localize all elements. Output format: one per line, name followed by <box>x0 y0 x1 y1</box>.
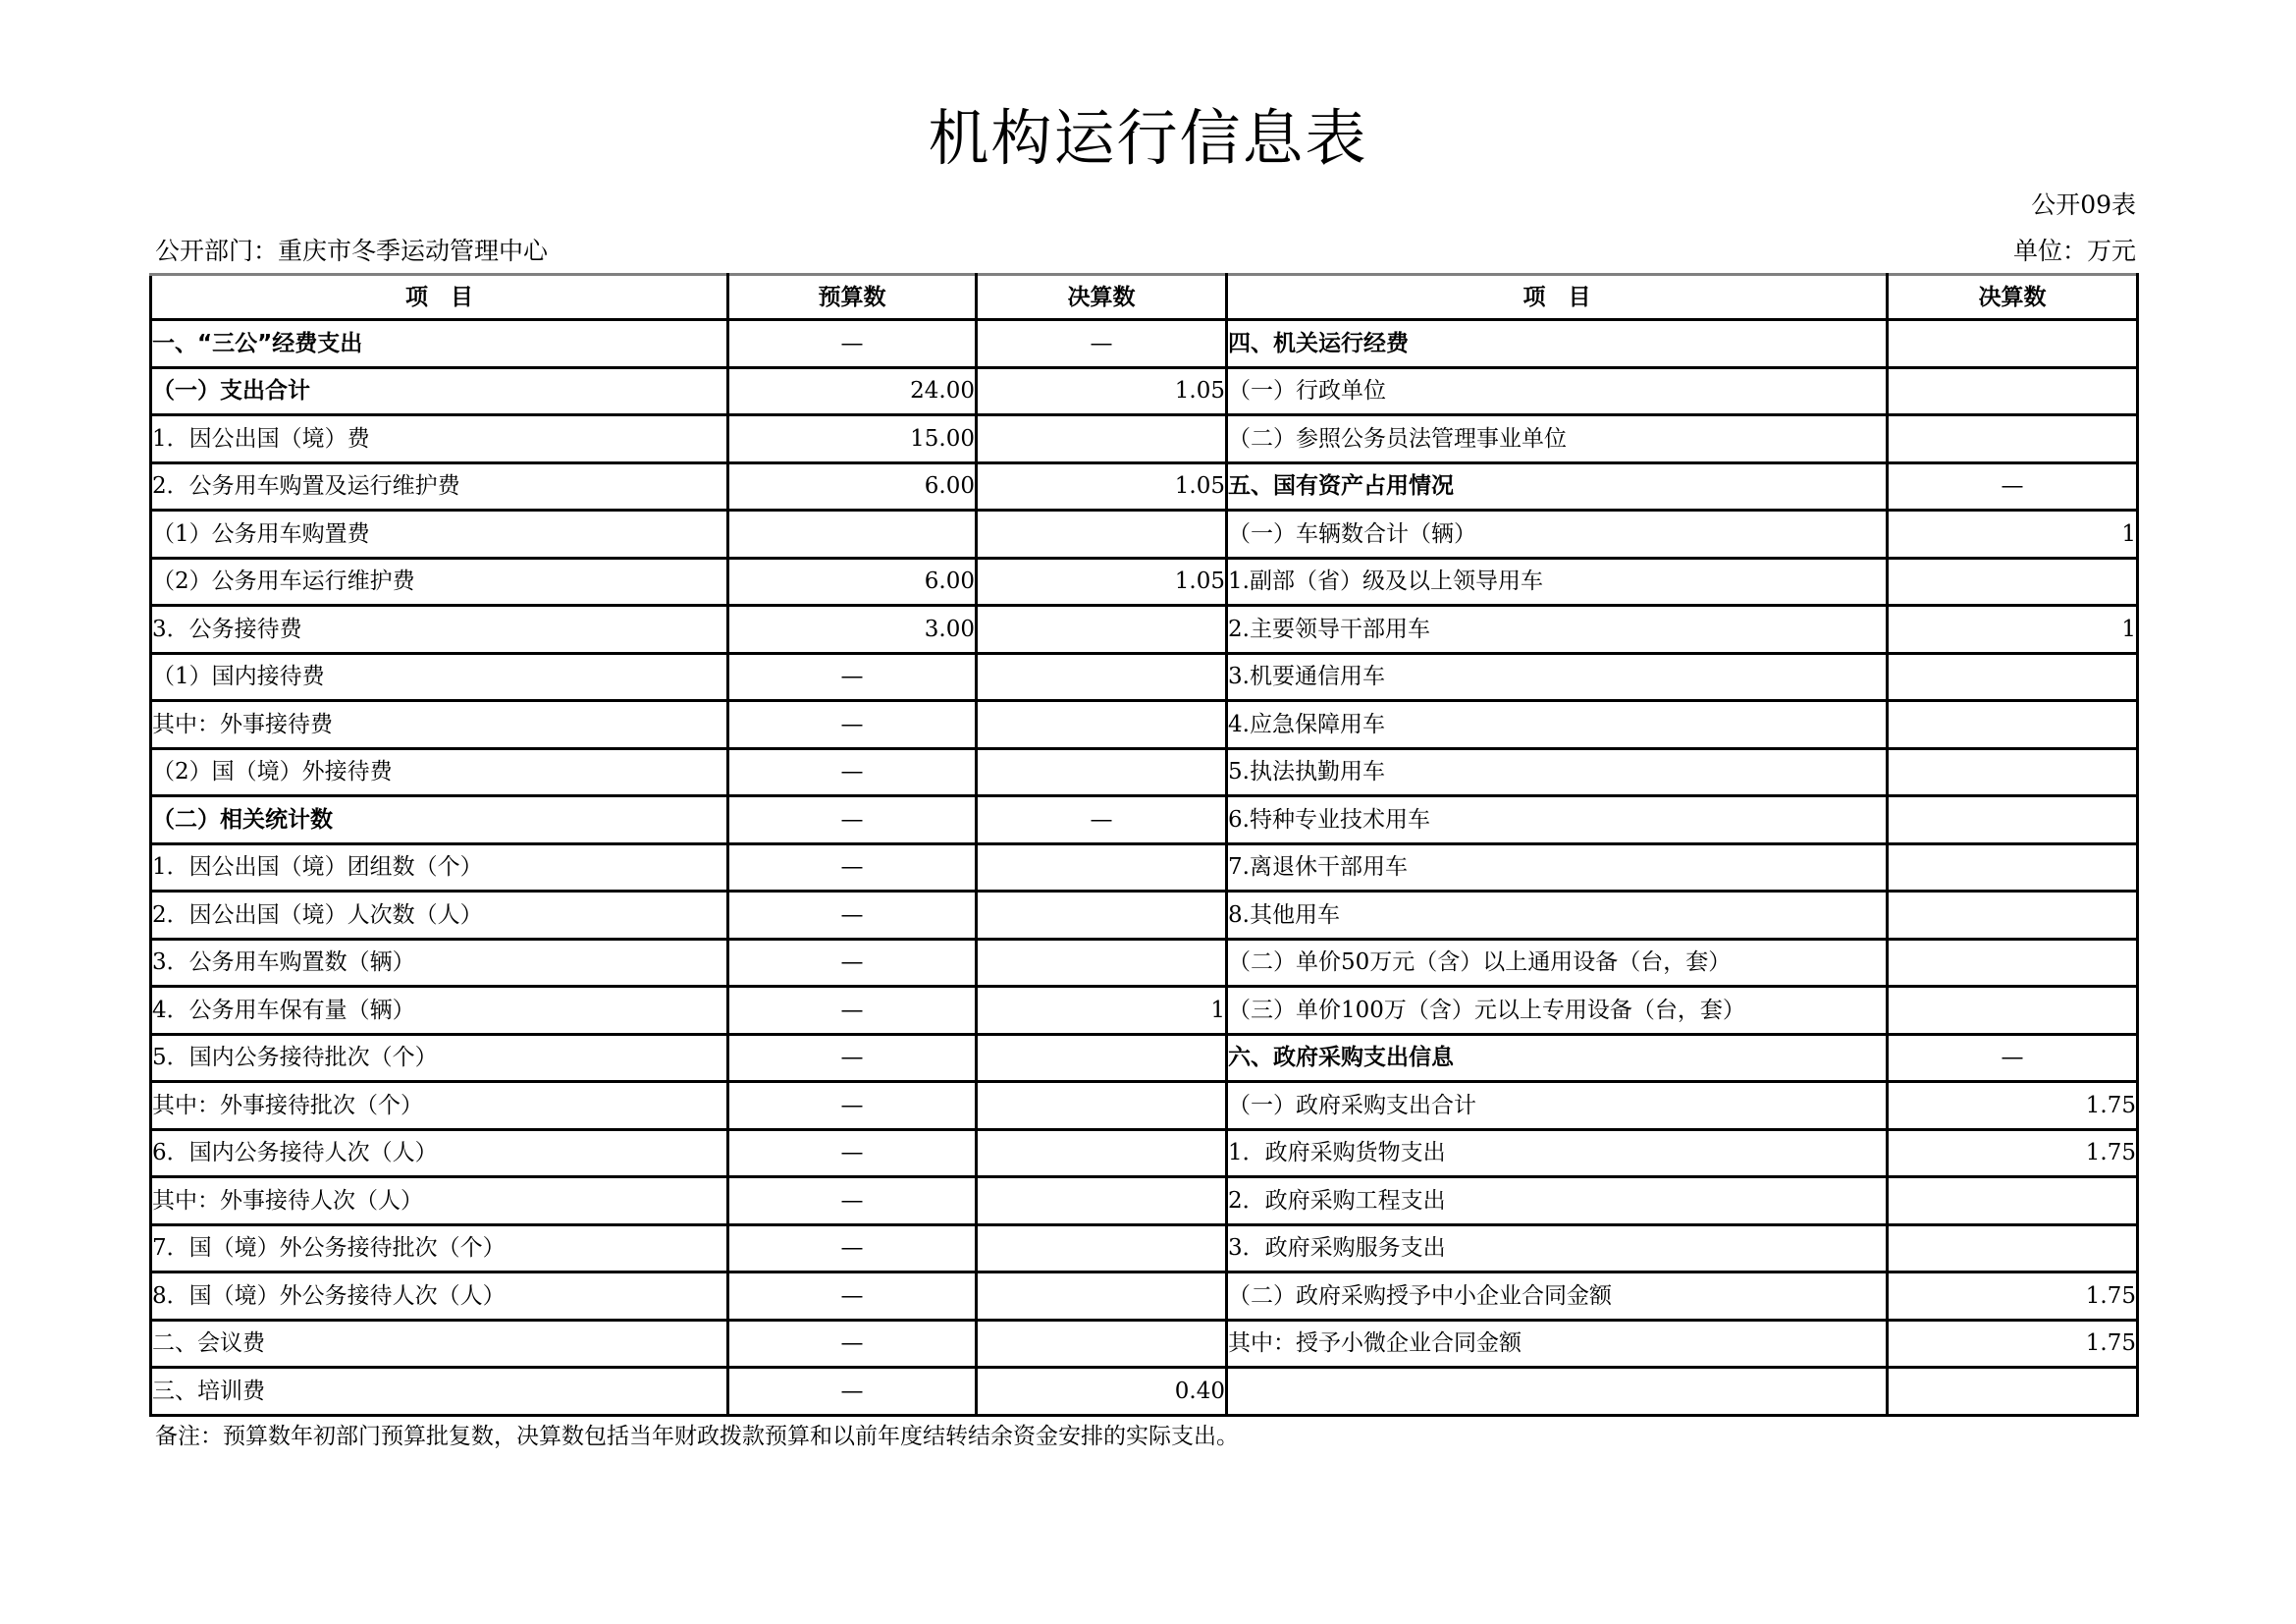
right-final-value <box>1888 653 2138 701</box>
right-final-value <box>1888 892 2138 940</box>
budget-value: — <box>728 1129 977 1177</box>
right-item: 4.应急保障用车 <box>1227 701 1888 749</box>
right-final-value <box>1888 796 2138 844</box>
left-item: 2．因公出国（境）人次数（人） <box>151 892 728 940</box>
final-value <box>977 653 1227 701</box>
budget-value: — <box>728 653 977 701</box>
right-item: 2．政府采购工程支出 <box>1227 1177 1888 1225</box>
right-item: 四、机关运行经费 <box>1227 320 1888 368</box>
left-item: （1）公务用车购置费 <box>151 511 728 559</box>
final-value <box>977 701 1227 749</box>
final-value <box>977 415 1227 463</box>
right-item: （一）车辆数合计（辆） <box>1227 511 1888 559</box>
table-row <box>151 1034 2138 1082</box>
table-row <box>151 511 2138 559</box>
department-label: 公开部门：重庆市冬季运动管理中心 <box>155 237 549 265</box>
budget-value: 6.00 <box>728 558 977 606</box>
budget-value: — <box>728 987 977 1035</box>
budget-value: — <box>728 1368 977 1416</box>
right-item: 2.主要领导干部用车 <box>1227 606 1888 654</box>
right-item: 1．政府采购货物支出 <box>1227 1129 1888 1177</box>
table-row <box>151 1224 2138 1272</box>
left-item: 一、“三公”经费支出 <box>151 320 728 368</box>
right-item: （二）参照公务员法管理事业单位 <box>1227 415 1888 463</box>
right-final-value <box>1888 558 2138 606</box>
budget-value: — <box>728 1034 977 1082</box>
right-item: 五、国有资产占用情况 <box>1227 462 1888 511</box>
left-item: 三、培训费 <box>151 1368 728 1416</box>
table-header-row <box>151 275 2138 320</box>
left-item: 2．公务用车购置及运行维护费 <box>151 462 728 511</box>
budget-value: 24.00 <box>728 367 977 415</box>
table-row <box>151 320 2138 368</box>
left-item: 6．国内公务接待人次（人） <box>151 1129 728 1177</box>
right-item: 3．政府采购服务支出 <box>1227 1224 1888 1272</box>
header-budget: 预算数 <box>728 275 977 320</box>
table-row <box>151 748 2138 796</box>
right-final-value <box>1888 987 2138 1035</box>
left-item: 其中：外事接待费 <box>151 701 728 749</box>
table-row <box>151 843 2138 892</box>
left-item: 二、会议费 <box>151 1320 728 1368</box>
budget-value: — <box>728 939 977 987</box>
budget-value: — <box>728 892 977 940</box>
right-item: 3.机要通信用车 <box>1227 653 1888 701</box>
final-value <box>977 843 1227 892</box>
budget-value: 3.00 <box>728 606 977 654</box>
right-item: 8.其他用车 <box>1227 892 1888 940</box>
right-final-value <box>1888 320 2138 368</box>
final-value <box>977 1320 1227 1368</box>
right-final-value <box>1888 1177 2138 1225</box>
final-value: 0.40 <box>977 1368 1227 1416</box>
table-row <box>151 1129 2138 1177</box>
left-item: 7．国（境）外公务接待批次（个） <box>151 1224 728 1272</box>
right-final-value: 1.75 <box>1888 1272 2138 1321</box>
table-row <box>151 701 2138 749</box>
budget-value <box>728 511 977 559</box>
header-final-right: 决算数 <box>1888 275 2138 320</box>
table-row <box>151 1320 2138 1368</box>
table-row <box>151 606 2138 654</box>
right-final-value <box>1888 367 2138 415</box>
left-item: （一）支出合计 <box>151 367 728 415</box>
right-item: （一）行政单位 <box>1227 367 1888 415</box>
table-row <box>151 987 2138 1035</box>
final-value: 1.05 <box>977 558 1227 606</box>
budget-value: — <box>728 320 977 368</box>
final-value: 1.05 <box>977 367 1227 415</box>
final-value <box>977 1034 1227 1082</box>
right-final-value <box>1888 415 2138 463</box>
final-value: 1 <box>977 987 1227 1035</box>
left-item: 1．因公出国（境）费 <box>151 415 728 463</box>
budget-value: — <box>728 843 977 892</box>
left-item: 5．国内公务接待批次（个） <box>151 1034 728 1082</box>
right-final-value <box>1888 701 2138 749</box>
final-value: 1.05 <box>977 462 1227 511</box>
right-item: 六、政府采购支出信息 <box>1227 1034 1888 1082</box>
left-item: 其中：外事接待人次（人） <box>151 1177 728 1225</box>
left-item: 3．公务用车购置数（辆） <box>151 939 728 987</box>
final-value <box>977 1129 1227 1177</box>
left-item: 1．因公出国（境）团组数（个） <box>151 843 728 892</box>
right-item: 其中：授予小微企业合同金额 <box>1227 1320 1888 1368</box>
right-item: 7.离退休干部用车 <box>1227 843 1888 892</box>
right-final-value: 1.75 <box>1888 1082 2138 1130</box>
left-item: 其中：外事接待批次（个） <box>151 1082 728 1130</box>
final-value: — <box>977 320 1227 368</box>
final-value: — <box>977 796 1227 844</box>
right-item: 1.副部（省）级及以上领导用车 <box>1227 558 1888 606</box>
right-final-value: — <box>1888 1034 2138 1082</box>
table-row <box>151 1177 2138 1225</box>
table-row <box>151 653 2138 701</box>
table-row <box>151 415 2138 463</box>
form-number: 公开09表 <box>2031 190 2136 219</box>
left-item: 3．公务接待费 <box>151 606 728 654</box>
table-row <box>151 1082 2138 1130</box>
left-item: （2）国（境）外接待费 <box>151 748 728 796</box>
left-item: （二）相关统计数 <box>151 796 728 844</box>
right-final-value <box>1888 939 2138 987</box>
final-value <box>977 1082 1227 1130</box>
right-item: （二）政府采购授予中小企业合同金额 <box>1227 1272 1888 1321</box>
final-value <box>977 748 1227 796</box>
budget-value: 15.00 <box>728 415 977 463</box>
right-item: （二）单价50万元（含）以上通用设备（台，套） <box>1227 939 1888 987</box>
left-item: 8．国（境）外公务接待人次（人） <box>151 1272 728 1321</box>
budget-value: 6.00 <box>728 462 977 511</box>
right-item: （三）单价100万（含）元以上专用设备（台，套） <box>1227 987 1888 1035</box>
right-item <box>1227 1368 1888 1416</box>
right-item: （一）政府采购支出合计 <box>1227 1082 1888 1130</box>
final-value <box>977 1272 1227 1321</box>
header-right-item: 项 目 <box>1227 275 1888 320</box>
budget-value: — <box>728 748 977 796</box>
final-value <box>977 1224 1227 1272</box>
final-value <box>977 939 1227 987</box>
header-final-left: 决算数 <box>977 275 1227 320</box>
table-row <box>151 558 2138 606</box>
budget-value: — <box>728 1272 977 1321</box>
page-title: 机构运行信息表 <box>928 102 1368 174</box>
right-final-value: — <box>1888 462 2138 511</box>
table-row <box>151 1272 2138 1321</box>
budget-value: — <box>728 1320 977 1368</box>
budget-value: — <box>728 796 977 844</box>
footnote: 备注：预算数年初部门预算批复数，决算数包括当年财政拨款预算和以前年度结转结余资金安排的实际支出。 <box>155 1424 1239 1449</box>
final-value <box>977 1177 1227 1225</box>
final-value <box>977 892 1227 940</box>
left-item: （1）国内接待费 <box>151 653 728 701</box>
budget-value: — <box>728 1082 977 1130</box>
table-row <box>151 367 2138 415</box>
right-final-value: 1 <box>1888 511 2138 559</box>
table-row <box>151 892 2138 940</box>
budget-value: — <box>728 1224 977 1272</box>
left-item: （2）公务用车运行维护费 <box>151 558 728 606</box>
final-value <box>977 606 1227 654</box>
right-final-value <box>1888 843 2138 892</box>
table-row <box>151 462 2138 511</box>
final-value <box>977 511 1227 559</box>
right-final-value: 1.75 <box>1888 1129 2138 1177</box>
header-left-item: 项 目 <box>151 275 728 320</box>
right-final-value <box>1888 1368 2138 1416</box>
unit-label: 单位：万元 <box>2012 237 2136 265</box>
right-final-value: 1.75 <box>1888 1320 2138 1368</box>
table-row <box>151 1368 2138 1416</box>
right-item: 5.执法执勤用车 <box>1227 748 1888 796</box>
right-final-value <box>1888 748 2138 796</box>
budget-value: — <box>728 1177 977 1225</box>
right-final-value: 1 <box>1888 606 2138 654</box>
left-item: 4．公务用车保有量（辆） <box>151 987 728 1035</box>
budget-value: — <box>728 701 977 749</box>
right-item: 6.特种专业技术用车 <box>1227 796 1888 844</box>
table-row <box>151 939 2138 987</box>
operations-info-table <box>149 273 2139 1417</box>
right-final-value <box>1888 1224 2138 1272</box>
table-row <box>151 796 2138 844</box>
